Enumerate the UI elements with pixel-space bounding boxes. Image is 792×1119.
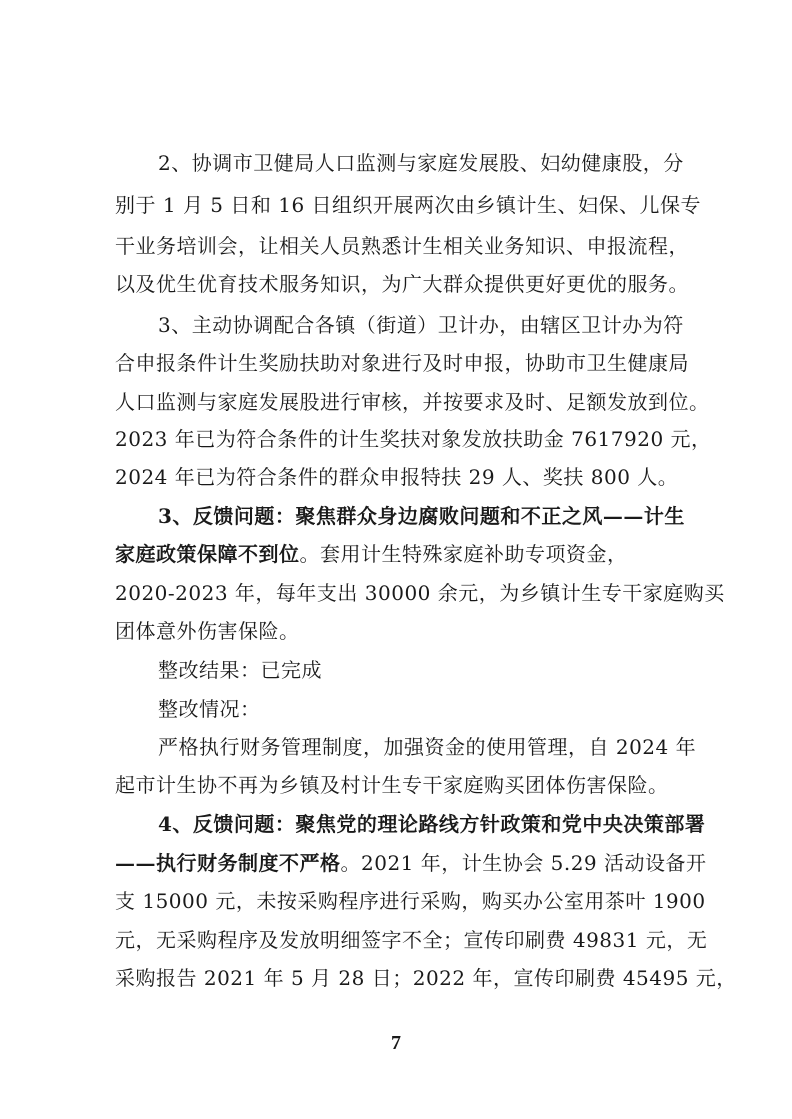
paragraph-2-line-1: 2、协调市卫健局人口监测与家庭发展股、妇幼健康股，分 [158, 151, 684, 175]
issue-4-heading-line-2 [115, 850, 707, 876]
issue-4-heading-line-1: 4、反馈问题：聚焦党的理论路线方针政策和党中央决策部署 [158, 812, 706, 836]
issue-3-heading-rest: 。套用计生特殊家庭补助专项资金， [299, 542, 628, 566]
issue-3-result: 整改结果：已完成 [158, 658, 322, 682]
issue-3-heading-bold: 家庭政策保障不到位 [115, 542, 300, 566]
paragraph-3-line-1: 3、主动协调配合各镇（街道）卫计办，由辖区卫计办为符 [158, 313, 684, 337]
issue-3-status-line-1: 严格执行财务管理制度，加强资金的使用管理，自 2024 年 [158, 735, 697, 759]
paragraph-3-line-3: 人口监测与家庭发展股进行审核，并按要求及时、足额发放到位。 [115, 390, 710, 414]
issue-3-status-heading: 整改情况： [158, 697, 261, 721]
issue-4-heading-bold: ——执行财务制度不严格 [115, 851, 341, 875]
issue-4-line-3: 支 15000 元，未按采购程序进行采购，购买办公室用茶叶 1900 [115, 889, 706, 913]
issue-3-heading-line-2 [115, 541, 628, 567]
issue-3-heading-line-1: 3、反馈问题：聚焦群众身边腐败问题和不正之风——计生 [158, 504, 685, 528]
page-number: 7 [391, 1032, 401, 1054]
issue-4-heading-rest: 。2021 年，计生协会 5.29 活动设备开 [340, 851, 707, 875]
paragraph-3-line-2: 合申报条件计生奖励扶助对象进行及时申报，协助市卫生健康局 [115, 351, 689, 375]
issue-3-status-line-2: 起市计生协不再为乡镇及村计生专干家庭购买团体伤害保险。 [115, 773, 669, 797]
issue-4-line-5: 采购报告 2021 年 5 月 28 日；2022 年，宣传印刷费 45495 元， [115, 966, 737, 990]
paragraph-2-line-4: 以及优生优育技术服务知识，为广大群众提供更好更优的服务。 [115, 272, 689, 296]
paragraph-2-line-2: 别于 1 月 5 日和 16 日组织开展两次由乡镇计生、妇保、儿保专 [115, 193, 702, 217]
issue-3-line-3: 2020-2023 年，每年支出 30000 余元，为乡镇计生专干家庭购买 [115, 581, 725, 605]
paragraph-3-line-5: 2024 年已为符合条件的群众申报特扶 29 人、奖扶 800 人。 [115, 465, 679, 489]
paragraph-3-line-4: 2023 年已为符合条件的计生奖扶对象发放扶助金 7617920 元， [115, 427, 712, 451]
issue-3-line-4: 团体意外伤害保险。 [115, 619, 300, 643]
paragraph-2-line-3: 干业务培训会，让相关人员熟悉计生相关业务知识、申报流程， [115, 234, 689, 258]
issue-4-line-4: 元，无采购程序及发放明细签字不全；宣传印刷费 49831 元，无 [115, 928, 708, 952]
